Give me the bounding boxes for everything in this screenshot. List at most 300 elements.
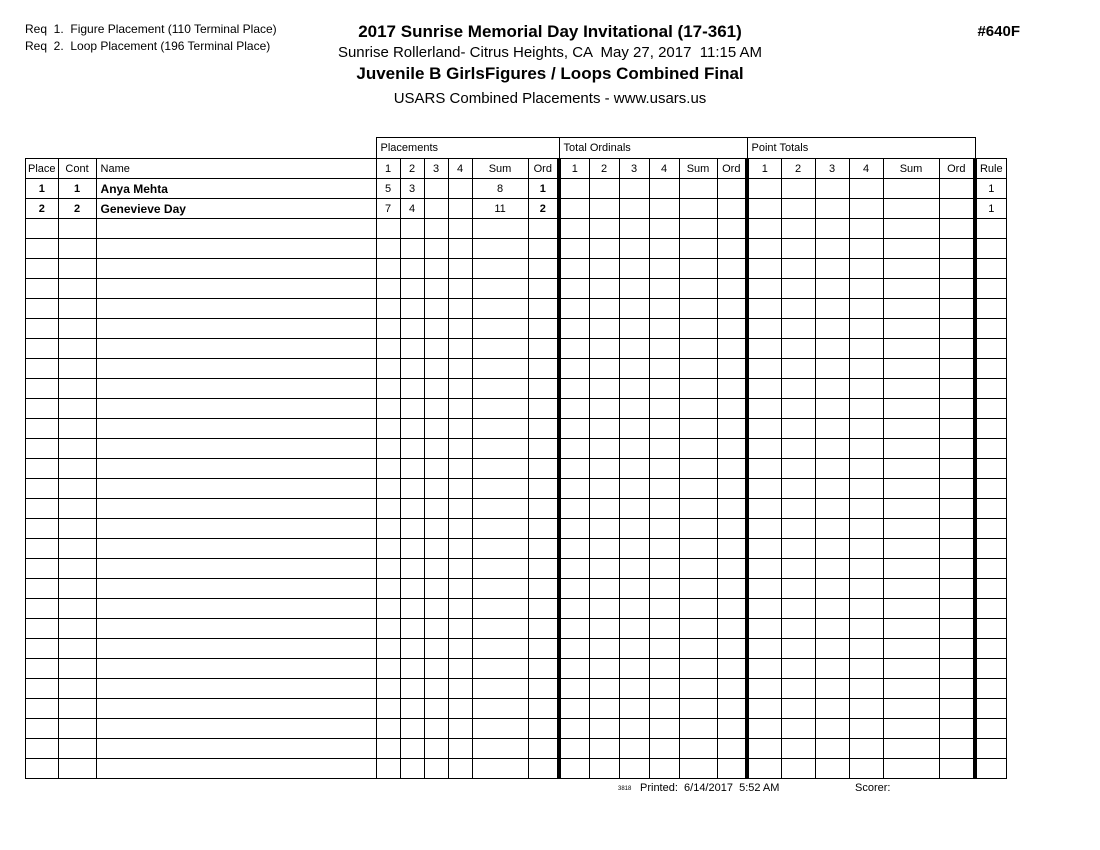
cell-cont xyxy=(58,299,96,319)
cell-t4 xyxy=(649,279,679,299)
cell-pord: 2 xyxy=(528,199,559,219)
cell-name xyxy=(96,419,376,439)
cell-t1 xyxy=(559,339,589,359)
cell-ptord xyxy=(939,299,975,319)
cell-tsum xyxy=(679,199,717,219)
cell-pord xyxy=(528,419,559,439)
cell-t4 xyxy=(649,459,679,479)
cell-place xyxy=(26,659,59,679)
cell-t3 xyxy=(619,519,649,539)
cell-pt1 xyxy=(747,179,781,199)
cell-t4 xyxy=(649,719,679,739)
cell-p2 xyxy=(400,739,424,759)
cell-ptord xyxy=(939,379,975,399)
cell-p2: 3 xyxy=(400,179,424,199)
header-ord: Ord xyxy=(717,159,747,179)
cell-rule xyxy=(975,759,1006,779)
cell-p1 xyxy=(376,219,400,239)
cell-pt2 xyxy=(781,219,815,239)
cell-pt1 xyxy=(747,719,781,739)
cell-t2 xyxy=(589,359,619,379)
cell-pt3 xyxy=(815,619,849,639)
cell-ptsum xyxy=(883,199,939,219)
empty-row xyxy=(26,339,1007,359)
empty-row xyxy=(26,419,1007,439)
cell-tord xyxy=(717,459,747,479)
cell-name xyxy=(96,439,376,459)
cell-pt2 xyxy=(781,459,815,479)
cell-tsum xyxy=(679,579,717,599)
cell-ptord xyxy=(939,639,975,659)
cell-p1: 7 xyxy=(376,199,400,219)
cell-pt4 xyxy=(849,519,883,539)
cell-pt2 xyxy=(781,619,815,639)
cell-pt2 xyxy=(781,379,815,399)
cell-name xyxy=(96,639,376,659)
empty-row xyxy=(26,359,1007,379)
cell-pt3 xyxy=(815,719,849,739)
empty-row xyxy=(26,299,1007,319)
cell-pt3 xyxy=(815,639,849,659)
empty-row xyxy=(26,719,1007,739)
cell-ptord xyxy=(939,219,975,239)
page-title: 2017 Sunrise Memorial Day Invitational (17-361) xyxy=(358,22,742,41)
cell-ptord xyxy=(939,259,975,279)
cell-pt3 xyxy=(815,179,849,199)
cell-pord xyxy=(528,659,559,679)
cell-rule xyxy=(975,659,1006,679)
cell-t2 xyxy=(589,339,619,359)
cell-pt4 xyxy=(849,459,883,479)
cell-p4 xyxy=(448,179,472,199)
cell-t3 xyxy=(619,419,649,439)
cell-p4 xyxy=(448,699,472,719)
cell-psum xyxy=(472,739,528,759)
cell-pt3 xyxy=(815,359,849,379)
cell-p4 xyxy=(448,359,472,379)
cell-tsum xyxy=(679,339,717,359)
cell-p3 xyxy=(424,379,448,399)
cell-t2 xyxy=(589,379,619,399)
cell-p1 xyxy=(376,719,400,739)
cell-t2 xyxy=(589,239,619,259)
cell-pt2 xyxy=(781,359,815,379)
cell-p4 xyxy=(448,499,472,519)
cell-tord xyxy=(717,299,747,319)
result-row xyxy=(26,179,1007,199)
cell-pord xyxy=(528,679,559,699)
cell-place xyxy=(26,279,59,299)
sheet-code: #640F xyxy=(977,23,1020,40)
cell-place xyxy=(26,459,59,479)
empty-row xyxy=(26,659,1007,679)
cell-psum xyxy=(472,339,528,359)
empty-row xyxy=(26,259,1007,279)
cell-psum: 8 xyxy=(472,179,528,199)
cell-psum xyxy=(472,239,528,259)
cell-p2 xyxy=(400,319,424,339)
cell-pt4 xyxy=(849,659,883,679)
header-sum: Sum xyxy=(472,159,528,179)
cell-pt3 xyxy=(815,299,849,319)
cell-pord xyxy=(528,739,559,759)
cell-cont xyxy=(58,599,96,619)
cell-pord xyxy=(528,319,559,339)
cell-rule xyxy=(975,699,1006,719)
cell-psum xyxy=(472,359,528,379)
cell-pord xyxy=(528,359,559,379)
cell-name xyxy=(96,259,376,279)
cell-tord xyxy=(717,739,747,759)
cell-tsum xyxy=(679,499,717,519)
cell-t2 xyxy=(589,259,619,279)
cell-pt4 xyxy=(849,759,883,779)
cell-p1 xyxy=(376,499,400,519)
empty-row xyxy=(26,279,1007,299)
cell-tsum xyxy=(679,359,717,379)
cell-p2 xyxy=(400,579,424,599)
cell-pt4 xyxy=(849,179,883,199)
cell-cont: 2 xyxy=(58,199,96,219)
cell-p4 xyxy=(448,759,472,779)
cell-t1 xyxy=(559,639,589,659)
cell-p4 xyxy=(448,739,472,759)
cell-cont xyxy=(58,659,96,679)
empty-row xyxy=(26,599,1007,619)
cell-pt2 xyxy=(781,719,815,739)
cell-tord xyxy=(717,219,747,239)
cell-rule xyxy=(975,219,1006,239)
cell-ptord xyxy=(939,339,975,359)
cell-psum xyxy=(472,459,528,479)
cell-rule xyxy=(975,579,1006,599)
cell-rule xyxy=(975,499,1006,519)
cell-tord xyxy=(717,259,747,279)
cell-pt4 xyxy=(849,239,883,259)
cell-p3 xyxy=(424,419,448,439)
cell-t1 xyxy=(559,579,589,599)
cell-pt1 xyxy=(747,639,781,659)
cell-pt3 xyxy=(815,339,849,359)
cell-rule: 1 xyxy=(975,199,1006,219)
cell-name xyxy=(96,719,376,739)
cell-t3 xyxy=(619,299,649,319)
cell-cont xyxy=(58,739,96,759)
cell-place xyxy=(26,679,59,699)
cell-t3 xyxy=(619,639,649,659)
cell-p2 xyxy=(400,339,424,359)
cell-pord xyxy=(528,539,559,559)
cell-p4 xyxy=(448,259,472,279)
req-2-line: Req 2. Loop Placement (196 Terminal Place) xyxy=(25,39,271,53)
cell-t2 xyxy=(589,539,619,559)
cell-pt1 xyxy=(747,279,781,299)
cell-pt1 xyxy=(747,319,781,339)
cell-pord xyxy=(528,499,559,519)
cell-ptord xyxy=(939,359,975,379)
cell-cont xyxy=(58,519,96,539)
cell-pt1 xyxy=(747,699,781,719)
cell-rule xyxy=(975,639,1006,659)
cell-p4 xyxy=(448,459,472,479)
cell-tsum xyxy=(679,599,717,619)
empty-row xyxy=(26,639,1007,659)
cell-ptord xyxy=(939,759,975,779)
cell-t1 xyxy=(559,599,589,619)
cell-p4 xyxy=(448,299,472,319)
cell-psum xyxy=(472,379,528,399)
cell-pt3 xyxy=(815,599,849,619)
cell-pt2 xyxy=(781,759,815,779)
cell-p1 xyxy=(376,679,400,699)
cell-pord xyxy=(528,619,559,639)
cell-ptsum xyxy=(883,619,939,639)
cell-pt1 xyxy=(747,199,781,219)
cell-place xyxy=(26,419,59,439)
cell-p2 xyxy=(400,279,424,299)
cell-name: Anya Mehta xyxy=(96,179,376,199)
cell-rule xyxy=(975,339,1006,359)
empty-row xyxy=(26,679,1007,699)
cell-rule xyxy=(975,559,1006,579)
group-header-row xyxy=(26,138,1007,159)
cell-p1 xyxy=(376,239,400,259)
cell-t4 xyxy=(649,399,679,419)
cell-p2 xyxy=(400,399,424,419)
cell-tord xyxy=(717,699,747,719)
header-ord: Ord xyxy=(939,159,975,179)
empty-row xyxy=(26,239,1007,259)
cell-p3 xyxy=(424,639,448,659)
cell-t2 xyxy=(589,419,619,439)
cell-p4 xyxy=(448,639,472,659)
cell-pt2 xyxy=(781,579,815,599)
cell-pord: 1 xyxy=(528,179,559,199)
cell-place xyxy=(26,619,59,639)
cell-cont xyxy=(58,419,96,439)
org-line: USARS Combined Placements - www.usars.us xyxy=(393,90,707,107)
cell-psum xyxy=(472,299,528,319)
cell-psum xyxy=(472,499,528,519)
cell-t1 xyxy=(559,679,589,699)
group-total-ordinals: Total Ordinals xyxy=(559,138,747,159)
cell-p1 xyxy=(376,579,400,599)
cell-p2 xyxy=(400,439,424,459)
cell-name xyxy=(96,739,376,759)
cell-cont xyxy=(58,359,96,379)
cell-p1 xyxy=(376,339,400,359)
cell-tord xyxy=(717,719,747,739)
cell-t3 xyxy=(619,239,649,259)
cell-p3 xyxy=(424,199,448,219)
header-sum: Sum xyxy=(883,159,939,179)
cell-place xyxy=(26,399,59,419)
cell-pt3 xyxy=(815,499,849,519)
cell-t2 xyxy=(589,479,619,499)
cell-tsum xyxy=(679,739,717,759)
cell-tord xyxy=(717,599,747,619)
printed-stamp: Printed: 6/14/2017 5:52 AM xyxy=(640,782,780,794)
cell-t3 xyxy=(619,659,649,679)
empty-row xyxy=(26,439,1007,459)
cell-p4 xyxy=(448,559,472,579)
cell-pt4 xyxy=(849,719,883,739)
cell-place xyxy=(26,379,59,399)
cell-rule xyxy=(975,619,1006,639)
cell-ptsum xyxy=(883,439,939,459)
cell-psum xyxy=(472,659,528,679)
cell-p1 xyxy=(376,559,400,579)
cell-p3 xyxy=(424,679,448,699)
cell-ptord xyxy=(939,239,975,259)
cell-p4 xyxy=(448,679,472,699)
cell-cont xyxy=(58,339,96,359)
cell-pt1 xyxy=(747,299,781,319)
cell-name xyxy=(96,279,376,299)
cell-t1 xyxy=(559,319,589,339)
cell-rule xyxy=(975,399,1006,419)
cell-t2 xyxy=(589,579,619,599)
cell-pord xyxy=(528,559,559,579)
cell-t1 xyxy=(559,539,589,559)
cell-tsum xyxy=(679,619,717,639)
cell-t3 xyxy=(619,739,649,759)
cell-cont xyxy=(58,679,96,699)
cell-pt3 xyxy=(815,239,849,259)
cell-p4 xyxy=(448,419,472,439)
cell-p3 xyxy=(424,699,448,719)
cell-tord xyxy=(717,539,747,559)
cell-place xyxy=(26,219,59,239)
cell-place xyxy=(26,499,59,519)
cell-rule xyxy=(975,359,1006,379)
cell-pt4 xyxy=(849,379,883,399)
cell-place xyxy=(26,699,59,719)
cell-ptsum xyxy=(883,259,939,279)
cell-pt2 xyxy=(781,659,815,679)
cell-ptord xyxy=(939,439,975,459)
cell-ptord xyxy=(939,519,975,539)
cell-cont xyxy=(58,219,96,239)
cell-cont xyxy=(58,699,96,719)
cell-ptsum xyxy=(883,519,939,539)
empty-row xyxy=(26,759,1007,779)
cell-t2 xyxy=(589,759,619,779)
event-title: Juvenile B GirlsFigures / Loops Combined Final xyxy=(356,64,744,83)
cell-ptord xyxy=(939,699,975,719)
cell-pt2 xyxy=(781,299,815,319)
cell-t3 xyxy=(619,679,649,699)
cell-p4 xyxy=(448,379,472,399)
cell-tord xyxy=(717,199,747,219)
cell-pt2 xyxy=(781,199,815,219)
empty-row xyxy=(26,539,1007,559)
cell-ptsum xyxy=(883,399,939,419)
cell-pt3 xyxy=(815,679,849,699)
header-n3: 3 xyxy=(424,159,448,179)
cell-t3 xyxy=(619,619,649,639)
header-ord: Ord xyxy=(528,159,559,179)
cell-cont xyxy=(58,239,96,259)
cell-p4 xyxy=(448,439,472,459)
cell-p4 xyxy=(448,219,472,239)
cell-pt2 xyxy=(781,519,815,539)
cell-ptsum xyxy=(883,419,939,439)
cell-p4 xyxy=(448,719,472,739)
cell-pt1 xyxy=(747,759,781,779)
cell-tord xyxy=(717,579,747,599)
cell-psum xyxy=(472,679,528,699)
cell-pt1 xyxy=(747,559,781,579)
cell-psum xyxy=(472,719,528,739)
cell-t3 xyxy=(619,379,649,399)
cell-p3 xyxy=(424,359,448,379)
cell-ptord xyxy=(939,619,975,639)
cell-t1 xyxy=(559,419,589,439)
cell-pt1 xyxy=(747,259,781,279)
header-n3: 3 xyxy=(815,159,849,179)
cell-place xyxy=(26,719,59,739)
cell-pord xyxy=(528,439,559,459)
cell-p1 xyxy=(376,279,400,299)
cell-place xyxy=(26,599,59,619)
cell-tsum xyxy=(679,279,717,299)
cell-t4 xyxy=(649,179,679,199)
cell-p3 xyxy=(424,519,448,539)
cell-cont xyxy=(58,719,96,739)
cell-p1 xyxy=(376,659,400,679)
cell-t1 xyxy=(559,739,589,759)
cell-p2 xyxy=(400,659,424,679)
cell-pt4 xyxy=(849,299,883,319)
header-n4: 4 xyxy=(448,159,472,179)
cell-pord xyxy=(528,279,559,299)
cell-tord xyxy=(717,379,747,399)
cell-name xyxy=(96,539,376,559)
cell-tord xyxy=(717,319,747,339)
cell-p3 xyxy=(424,719,448,739)
cell-t4 xyxy=(649,379,679,399)
cell-pt2 xyxy=(781,439,815,459)
cell-p1 xyxy=(376,419,400,439)
cell-pt4 xyxy=(849,679,883,699)
cell-pt2 xyxy=(781,479,815,499)
cell-place xyxy=(26,539,59,559)
cell-ptord xyxy=(939,499,975,519)
cell-pord xyxy=(528,579,559,599)
cell-t4 xyxy=(649,539,679,559)
cell-pt3 xyxy=(815,259,849,279)
cell-pt4 xyxy=(849,699,883,719)
cell-pt4 xyxy=(849,619,883,639)
cell-t1 xyxy=(559,559,589,579)
cell-ptord xyxy=(939,459,975,479)
cell-rule xyxy=(975,539,1006,559)
cell-pt1 xyxy=(747,599,781,619)
cell-tord xyxy=(717,439,747,459)
cell-ptord xyxy=(939,319,975,339)
cell-t4 xyxy=(649,259,679,279)
header-place: Place xyxy=(26,159,59,179)
cell-psum xyxy=(472,619,528,639)
cell-pt3 xyxy=(815,759,849,779)
cell-name xyxy=(96,619,376,639)
cell-t4 xyxy=(649,739,679,759)
cell-cont xyxy=(58,759,96,779)
cell-ptord xyxy=(939,419,975,439)
cell-pt2 xyxy=(781,559,815,579)
cell-pt1 xyxy=(747,239,781,259)
